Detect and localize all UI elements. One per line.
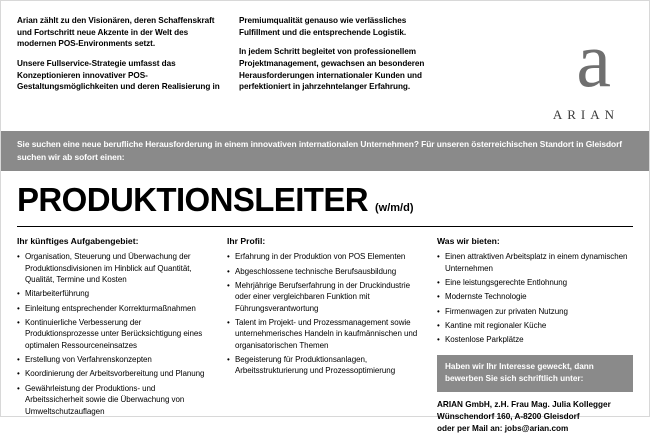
column-responsibilities bbox=[17, 236, 213, 435]
list-item: • Kostenlose Parkplätze bbox=[437, 334, 633, 345]
list-item: • Kantine mit regionaler Küche bbox=[437, 320, 633, 331]
list-item: • Firmenwagen zur privaten Nutzung bbox=[437, 306, 633, 317]
column-profile bbox=[227, 236, 423, 435]
list-item: • Mehrjährige Berufserfahrung in der Druckindustrie oder einer vergleichbaren Funktion mit Führungsverantwortung bbox=[227, 280, 423, 314]
list-item: • Talent im Projekt- und Prozessmanagement sowie unternehmerisches Handeln in kaufmännischen und organisatorischen Themen bbox=[227, 317, 423, 351]
list-item: • Kontinuierliche Verbesserung der Produktionsprozesse unter Berücksichtigung eines optimalen Ressourceneinsatzes bbox=[17, 317, 213, 351]
intro-paragraph-1: Arian zählt zu den Visionären, deren Schaffenskraft und Fortschritt neue Akzente in der Welt des modernen POS-Environments setzt. bbox=[17, 16, 215, 49]
list-item: • Gewährleistung der Produktions- und Arbeitssicherheit sowie die Überwachung von Umweltschutzauflagen bbox=[17, 383, 213, 417]
intro-column-middle bbox=[239, 15, 447, 125]
responsibilities-list bbox=[17, 251, 213, 417]
contact-email[interactable]: oder per Mail an: jobs@arian.com bbox=[437, 424, 569, 434]
list-item: • Abgeschlossene technische Berufsausbildung bbox=[227, 266, 423, 277]
profile-list bbox=[227, 251, 423, 377]
list-item: • Begeisterung für Produktionsanlagen, Arbeitsstrukturierung und Prozessoptimierung bbox=[227, 354, 423, 377]
intro-section bbox=[1, 1, 649, 125]
arian-wordmark: ARIAN bbox=[552, 107, 619, 122]
list-item: • Koordinierung der Arbeitsvorbereitung und Planung bbox=[17, 368, 213, 379]
column-responsibilities-title: Ihr künftiges Aufgabengebiet: bbox=[17, 236, 139, 247]
intro-paragraph-2: Unsere Fullservice-Strategie umfasst das Konzeptionieren innovativer POS-Gestaltungsmöglichkeiten und deren Realisierung in bbox=[17, 58, 220, 92]
list-item: • Erfahrung in der Produktion von POS Elementen bbox=[227, 251, 423, 262]
list-item: • Einleitung entsprechender Korrekturmaßnahmen bbox=[17, 303, 213, 314]
headline-area bbox=[1, 171, 649, 224]
list-item: • Einen attraktiven Arbeitsplatz in einem dynamischen Unternehmen bbox=[437, 251, 633, 274]
list-item: • Organisation, Steuerung und Überwachung der Produktionsdivisionen im Hinblick auf Quantität, Qualität, Termine und Kosten bbox=[17, 251, 213, 285]
content-columns bbox=[1, 227, 649, 435]
benefits-list bbox=[437, 251, 633, 346]
intro-paragraph-3: Premiumqualität genauso wie verlässliches Fulfillment und die entsprechende Logistik. bbox=[239, 16, 407, 37]
job-title: PRODUKTIONSLEITER bbox=[17, 181, 368, 219]
list-item: • Erstellung von Verfahrenskonzepten bbox=[17, 354, 213, 365]
intro-paragraph-4: In jedem Schritt begleitet von professionellem Projektmanagement, gewachsen an besonderen Herausforderungen internationaler Kunden und perfektioniert in jahrzehntelanger Erfahrung. bbox=[239, 47, 425, 92]
logo-area bbox=[461, 15, 633, 125]
call-to-action-banner: Sie suchen eine neue berufliche Herausforderung in einem innovativen internationalen Unternehmen? Für unseren österreichischen Standort in Gleisdorf suchen wir ab sofort einen: bbox=[1, 131, 649, 171]
job-title-gender-suffix: (w/m/d) bbox=[374, 202, 414, 215]
list-item: • Modernste Technologie bbox=[437, 291, 633, 302]
list-item: • Mitarbeiterführung bbox=[17, 288, 213, 299]
column-benefits-title: Was wir bieten: bbox=[437, 236, 500, 247]
column-profile-title: Ihr Profil: bbox=[227, 236, 266, 247]
contact-address: Wünschendorf 160, A-8200 Gleisdorf bbox=[437, 411, 580, 421]
contact-company: ARIAN GmbH, z.H. Frau Mag. Julia Kollegger bbox=[437, 399, 611, 409]
arian-logo-icon: a bbox=[576, 16, 611, 103]
column-benefits bbox=[437, 236, 633, 435]
contact-callout: Haben wir Ihr Interesse geweckt, dann bewerben Sie sich schriftlich unter: bbox=[437, 355, 633, 392]
intro-column-left bbox=[17, 15, 225, 125]
list-item: • Eine leistungsgerechte Entlohnung bbox=[437, 277, 633, 288]
